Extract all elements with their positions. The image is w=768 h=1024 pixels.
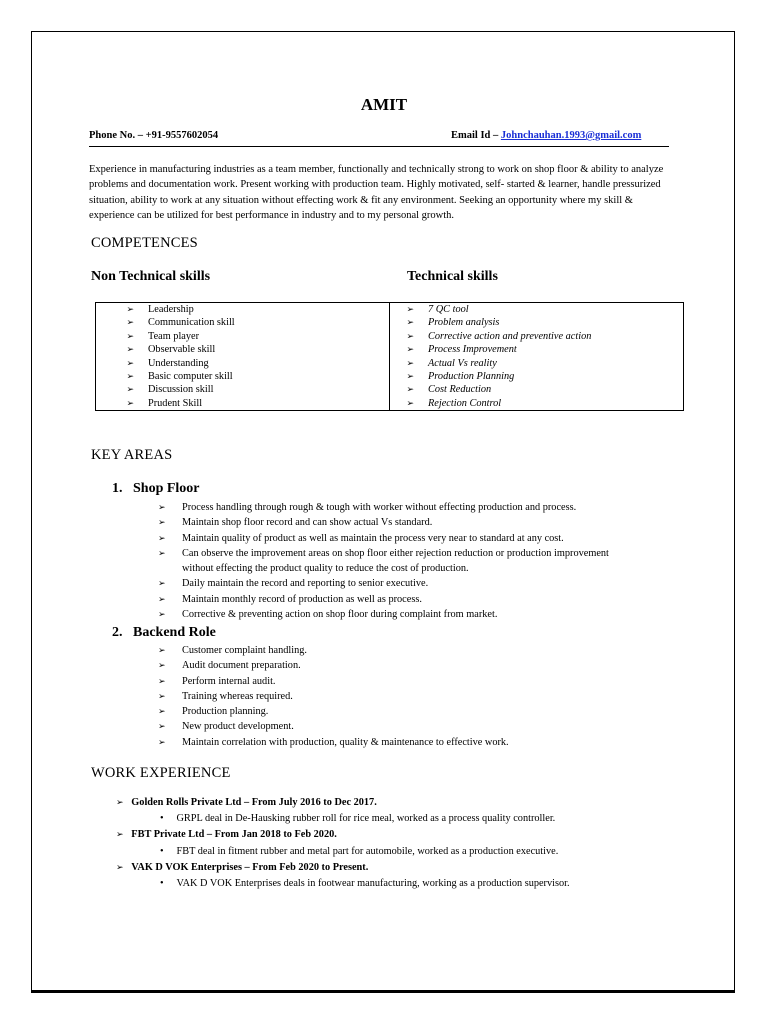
skill-item: ➢ Observable skill bbox=[126, 344, 216, 356]
skill-item: ➢ Corrective action and preventive action bbox=[406, 330, 592, 342]
skill-item: ➢ Discussion skill bbox=[126, 384, 214, 396]
skill-item: ➢ Leadership bbox=[126, 304, 194, 315]
contact-divider bbox=[89, 146, 669, 147]
competences-heading: COMPETENCES bbox=[91, 235, 198, 251]
skill-item: ➢ Basic computer skill bbox=[126, 370, 233, 382]
skill-item: ➢ Cost Reduction bbox=[406, 384, 492, 396]
skill-item: ➢ Team player bbox=[126, 330, 200, 342]
email-link[interactable]: Johnchauhan.1993@gmail.com bbox=[500, 130, 642, 141]
list-item: ➢ Perform internal audit. bbox=[158, 675, 276, 687]
job-title: ➢ Golden Rolls Private Ltd – From July 2016 to Dec 2017. bbox=[116, 797, 377, 808]
phone-number: Phone No. – +91-9557602054 bbox=[89, 130, 219, 141]
technical-heading: Technical skills bbox=[407, 269, 498, 284]
list-item: ➢ Maintain shop floor record and can show actual Vs standard. bbox=[158, 517, 433, 529]
list-item: ➢ Can observe the improvement areas on shop floor either rejection reduction or production improvement bbox=[158, 547, 609, 559]
list-item: ➢ Production planning. bbox=[158, 706, 269, 718]
technical-skills-cell bbox=[390, 303, 684, 411]
non-technical-heading: Non Technical skills bbox=[91, 269, 211, 284]
skill-item: ➢ Problem analysis bbox=[406, 317, 500, 329]
skill-item: ➢ Rejection Control bbox=[406, 397, 502, 409]
skill-item: ➢ Communication skill bbox=[126, 317, 235, 329]
list-item: ➢ Audit document preparation. bbox=[158, 660, 301, 672]
skill-item: ➢ Actual Vs reality bbox=[406, 357, 497, 369]
skill-item: ➢ Production Planning bbox=[406, 370, 515, 382]
shop-floor-list bbox=[158, 500, 609, 622]
key-areas-heading: KEY AREAS bbox=[91, 447, 173, 463]
skills-table bbox=[95, 302, 684, 411]
email-line bbox=[451, 130, 641, 141]
job-description: • FBT deal in fitment rubber and metal part for automobile, worked as a production executive. bbox=[160, 846, 559, 857]
non-technical-skills-cell bbox=[96, 303, 390, 411]
skill-item: ➢ Prudent Skill bbox=[126, 397, 203, 409]
list-item: ➢ Corrective & preventing action on shop floor during complaint from market. bbox=[158, 609, 498, 621]
backend-role-heading: 2. Backend Role bbox=[112, 625, 216, 640]
backend-role-list bbox=[158, 643, 509, 750]
shop-floor-heading: 1. Shop Floor bbox=[112, 481, 200, 496]
job-title: ➢ FBT Private Ltd – From Jan 2018 to Feb 2020. bbox=[116, 829, 337, 840]
skill-item: ➢ 7 QC tool bbox=[406, 304, 469, 315]
skill-item: ➢ Process Improvement bbox=[406, 344, 517, 356]
profile-summary: Experience in manufacturing industries as a team member, functionally and technically strong to work on shop floor & ability to analyze problems and documentation work. Present working with production team. Highly motivated, self- started & learner, handle pressurized situation, ability to work at any situation without effecting work & fit any environment. Seeking an opportunity where my skill & experience can be utilized for best performance in industry and to my personal growth. bbox=[89, 164, 664, 222]
list-item: ➢ Process handling through rough & tough with worker without effecting production and process. bbox=[158, 502, 577, 513]
list-item: ➢ Training whereas required. bbox=[158, 690, 293, 702]
list-item-continuation: without effecting the product quality to reduce the cost of production. bbox=[182, 563, 469, 575]
list-item: ➢ Customer complaint handling. bbox=[158, 645, 307, 656]
candidate-name: AMIT bbox=[360, 95, 408, 114]
list-item: ➢ Maintain correlation with production, quality & maintenance to effective work. bbox=[158, 736, 509, 748]
job-description: • GRPL deal in De-Hausking rubber roll for rice meal, worked as a process quality controller. bbox=[160, 813, 556, 824]
work-experience-heading: WORK EXPERIENCE bbox=[91, 765, 231, 781]
list-item: ➢ New product development. bbox=[158, 721, 294, 733]
skill-item: ➢ Understanding bbox=[126, 357, 209, 369]
job-description: • VAK D VOK Enterprises deals in footwear manufacturing, working as a production supervisor. bbox=[160, 878, 570, 889]
job-title: ➢ VAK D VOK Enterprises – From Feb 2020 to Present. bbox=[116, 862, 369, 873]
list-item: ➢ Daily maintain the record and reporting to senior executive. bbox=[158, 578, 429, 590]
list-item: ➢ Maintain monthly record of production as well as process. bbox=[158, 593, 422, 605]
page-bottom-rule bbox=[31, 990, 735, 993]
email-label: Email Id – bbox=[451, 130, 501, 141]
list-item: ➢ Maintain quality of product as well as maintain the process very near to standard at any cost. bbox=[158, 532, 564, 544]
